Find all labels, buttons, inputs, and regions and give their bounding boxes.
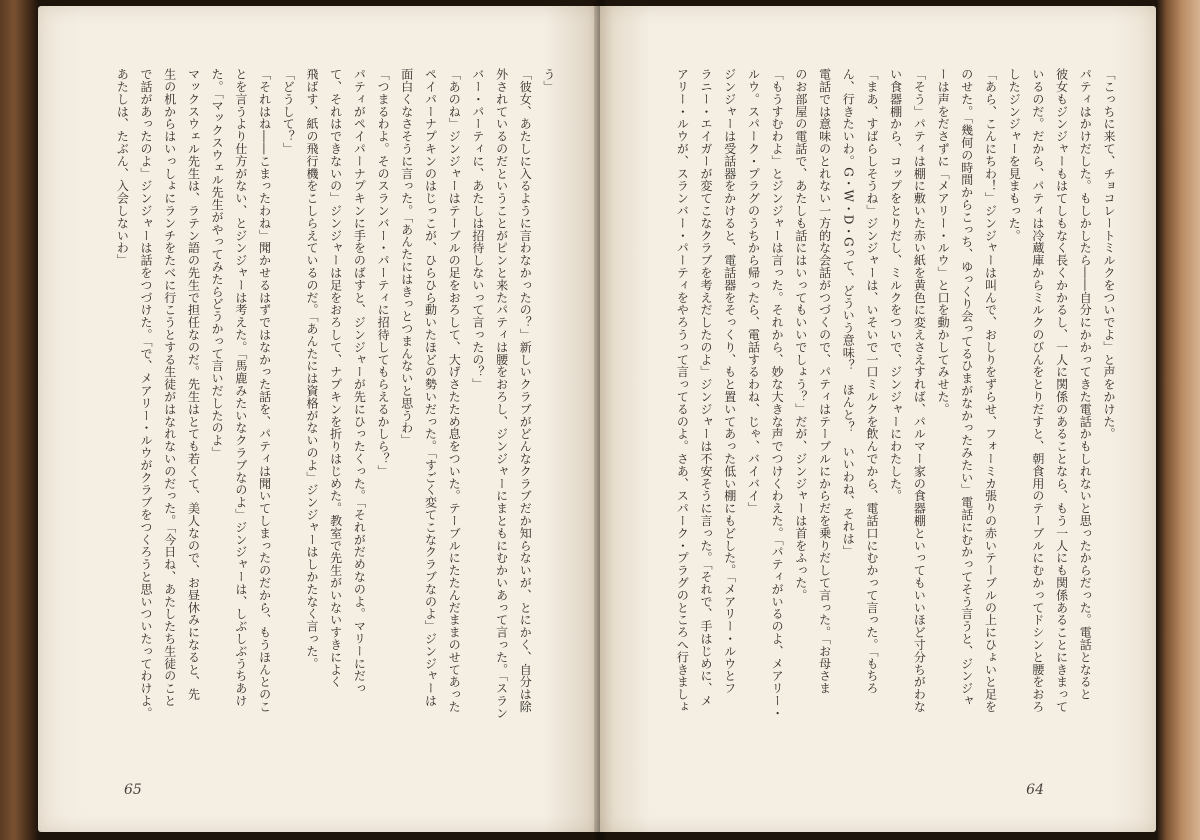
text-line: ルウ。スパーク・プラグのうちから帰ったら、電話するわね、じゃ、バイバイ」 xyxy=(746,68,761,515)
text-line: 「そう」パティは棚に敷いた赤い紙を黄色に変えさえすれば、パルマー家の食器棚といってもいいほど寸分ちがわな xyxy=(912,68,927,713)
text-line: た。「マックスウェル先生がやってみたらどうかって言いだしたのよ」 xyxy=(210,68,225,459)
text-line: 「それはね――こまったわね」聞かせるはずではなかった話を、パティは聞いてしまったのだから、もうほんとのこ xyxy=(257,68,272,713)
text-line: パティはかけだした。もしかしたら――自分にかかってきた電話かもしれないと思ったからだった。電話となると xyxy=(1078,68,1093,701)
text-line: アリー・ルウが、スランバー・パーティをやろうって言ってるのよ。さあ、スパーク・プラグのところへ行きましょ xyxy=(675,68,690,713)
text-line: 彼女もジンジャーもはてしもなく長くかかるし、一人に関係のあることなら、もう一人にも関係あることにきまって xyxy=(1054,68,1069,713)
right-page xyxy=(600,6,1156,832)
text-line: 外されているのだということがピンと来たパティは腰をおろし、ジンジャーにまともにむかいあって言った。「スラン xyxy=(494,68,509,720)
text-line: バー・パーティに、あたしは招待しないって言ったの？」 xyxy=(470,68,485,391)
text-line: ペイパーナプキンのはじっこが、ひらひら動いたほどの勢いだった。「すごく変てこなクラブなのよ」ジンジャーは xyxy=(423,68,438,707)
text-line: 「こっちに来て、チョコレートミルクをついでよ」と声をかけた。 xyxy=(1102,68,1116,440)
text-line: 「まあ、すばらしそうね」ジンジャーは、いそいで一口ミルクを飲んでから、電話口にむかって言った。「もちろ xyxy=(864,68,879,695)
text-line: 飛ばす、紙の飛行機をこしらえているのだ。「あんたには資格がないのよ」ジンジャーはしかたなく言った。 xyxy=(304,68,319,670)
text-line: 「彼女、あたしに入るように言わなかったの？」新しいクラブがどんなクラブだか知らないが、とにかく、自分は除 xyxy=(518,68,533,713)
text-line: い食器棚から、コップをとりだし、ミルクをついで、ジンジャーにわたした。 xyxy=(888,68,903,502)
text-line: 「もうすむわよ」とジンジャーは言った。それから、妙な大きな声でつけくわえた。「パティがいるのよ、メアリー・ xyxy=(770,68,785,720)
text-line: ジンジャーは受話器をかけると、電話器をそっくり、もと置いてあった低い棚にもどした。「メアリー・ルウとフ xyxy=(722,68,737,695)
text-line: う」 xyxy=(542,68,556,93)
text-line: 「どうして？」 xyxy=(281,68,296,155)
left-page xyxy=(38,6,600,832)
text-line: 「つまるわよ。そのスランバー・パーティに招待してもらえるかしら？」 xyxy=(376,68,391,478)
left-page-number: 65 xyxy=(124,782,142,798)
text-line: いるのだ。だから、パティは冷蔵庫からミルクのびんをとりだすと、朝食用のテーブルにむかってドシンと腰をおろ xyxy=(1030,68,1045,713)
text-line: て、それはできないの」ジンジャーは足をおろして、ナプキンを折りはじめた。教室で先生がいないすきによく xyxy=(328,68,343,688)
text-line: マックスウェル先生は、ラテン語の先生で担任なのだ。先生はとても若くて、美人なので、お昼休みになると、先 xyxy=(186,68,201,701)
text-line: 「あら、こんにちわ！」ジンジャーは叫んで、おしりをずらせ、フォーミカ張りの赤いテーブルの上にひょいと足を xyxy=(983,68,998,713)
text-line: パティがペイパーナプキンに手をのばすと、ジンジャーが先にひったくった。「それがだめなのよ。マリーにだっ xyxy=(352,68,367,695)
right-page-text xyxy=(630,68,1120,728)
text-line: あたしは、たぶん、入会しないわ」 xyxy=(115,68,130,267)
text-line: したジンジャーを見まもった。 xyxy=(1007,68,1022,242)
text-line: で話があったのよ」ジンジャーは話をつづけた。「で、メアリー・ルウがクラブをつくろうと思いついたってわけよ。 xyxy=(139,68,154,720)
text-line: ん、行きたいわ。G・W・D・Gって、どういう意味？ ほんと？ いいわね、それは」 xyxy=(841,68,856,558)
text-line: のせた。「幾何の時間からこっち、ゆっくり会ってるひまがなかったみたい」電話にむかってそう言うと、ジンジャ xyxy=(959,68,974,707)
text-line: 面白くなさそうに言った。「あんたにはきっとつまんないと思うわ」 xyxy=(399,68,414,447)
text-line: 電話では意味のとれない一方的な会話がつづくので、パティはテーブルにからだを乗りだして言った。「お母さま xyxy=(817,68,832,695)
text-line: 生の机からはいっしょにランチをたべに行こうとする生徒がはなれないのだった。「今日ね、あたしたち生徒のこと xyxy=(162,68,177,707)
text-line: 「あのね」ジンジャーはテーブルの足をおろして、大げさたため息をついた。テーブルにたたんだままのせてあった xyxy=(447,68,462,713)
text-line: とを言うより仕方がない、とジンジャーは考えた。「馬鹿みたいなクラブなのよ」ジンジャーは、しぶしぶうちあけ xyxy=(233,68,248,707)
text-line: のお部屋の電話で、あたしも話にはいってもいいでしょう？」だが、ジンジャーは首をふった。 xyxy=(793,68,808,602)
text-line: ーは声をださずに「メアリー・ルウ」と口を動かしてみせた。 xyxy=(936,68,951,416)
left-page-text xyxy=(90,68,560,728)
text-line: ラニー・エイガーが変てこなクラブを考えだしたのよ」ジンジャーは不安そうに言った。「それで、手はじめに、メ xyxy=(699,68,714,707)
right-page-number: 64 xyxy=(1026,782,1044,798)
